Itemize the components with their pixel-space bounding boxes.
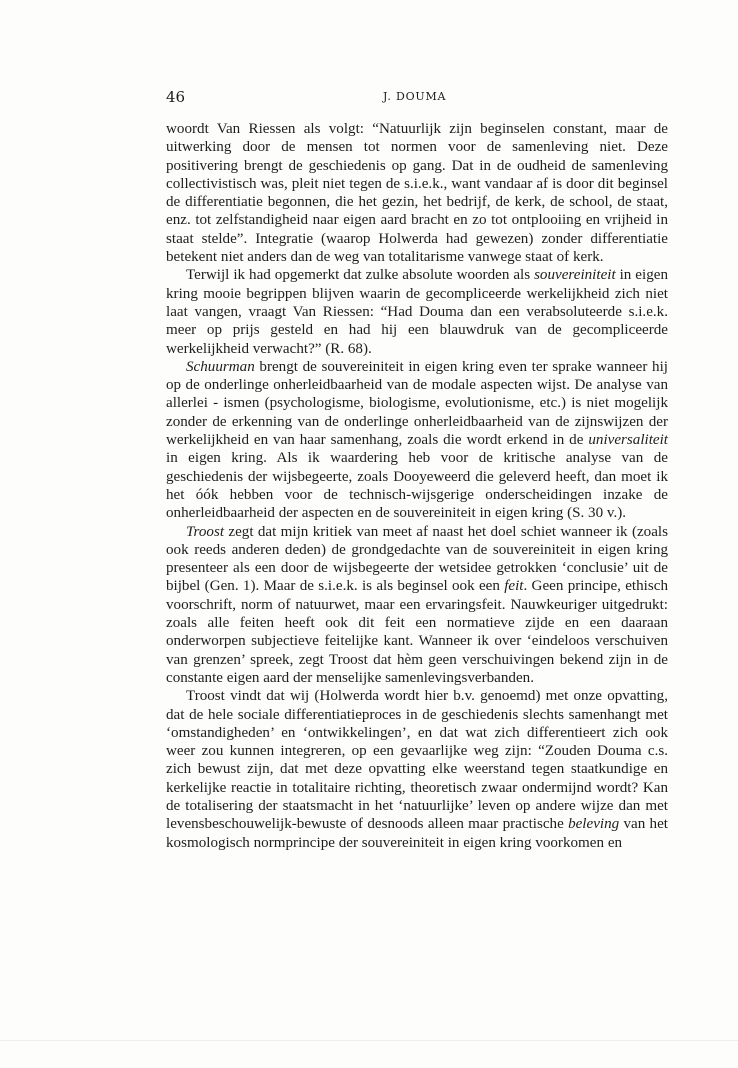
- italic-text: souvereiniteit: [534, 267, 616, 284]
- text-run: . Geen principe, ethisch voorschrift, norm of natuurwet, maar een ervaringsfeit. Nauwkeuriger uitgedrukt: zoals alle feiten heeft ook dit feit een normatieve zijde en een daaraan onderworpen subjectieve feitelijke kant. Wanneer ik over ‘eindeloos verschuiven van grenzen’ spreek, zegt Troost dat hèm geen verschuivingen bekend zijn in de constante eigen aard der menselijke samenlevingsverbanden.: [166, 578, 668, 686]
- paragraph: [166, 358, 668, 523]
- paragraph: [166, 120, 668, 266]
- page-header: [166, 88, 668, 108]
- text-run: in eigen kring mooie begrippen blijven waarin de gecompliceerde werkelijkheid zich niet laat vangen, vraagt Van Riessen: “Had Douma dan een verabsoluteerde s.i.e.k. meer op prijs gesteld en had hij een blauwdruk van de gecompliceerde werkelijkheid verwacht?” (R. 68).: [166, 267, 668, 357]
- italic-text: universaliteit: [588, 432, 668, 449]
- italic-text: Schuurman: [186, 358, 255, 375]
- page-number: 46: [166, 88, 186, 106]
- italic-text: Troost: [186, 523, 225, 540]
- paragraph: [166, 687, 668, 852]
- paragraph: [166, 266, 668, 357]
- running-head: J. DOUMA: [383, 90, 447, 103]
- body-text: [166, 120, 668, 852]
- paragraph: [166, 523, 668, 688]
- page-bottom-edge: [0, 1040, 738, 1041]
- text-run: van het kosmologisch normprincipe der souvereiniteit in eigen kring voorkomen en: [166, 816, 668, 851]
- text-run: brengt de souvereiniteit in eigen kring even ter sprake wanneer hij op de onderlinge onherleidbaarheid van de modale aspecten wijst. De analyse van allerlei - ismen (psychologisme, biologisme, evolutionisme, etc.) is niet mogelijk zonder de erkenning van de onderlinge onherleidbaarheid van de zijnswijzen der werkelijkheid en van haar samenhang, zoals die wordt erkend in de: [166, 358, 668, 449]
- text-run: zegt dat mijn kritiek van meet af naast het doel schiet wanneer ik (zoals ook reeds anderen deden) de grondgedachte van de souvereiniteit in eigen kring presenteer als een door de wijsbegeerte der wetsidee getrokken ‘conclusie’ uit de bijbel (Gen. 1). Maar de s.i.e.k. is als beginsel ook een: [166, 523, 668, 595]
- text-run: Troost vindt dat wij (Holwerda wordt hier b.v. genoemd) met onze opvatting, dat de hele sociale differentiatieproces in de geschiedenis slechts samenhangt met ‘omstandigheden’ en ‘ontwikkelingen’, en dat wat zich differentieert zich ook weer zou kunnen integreren, op een gevaarlijke weg zijn: “Zouden Douma c.s. zich bewust zijn, dat met deze opvatting elke weerstand tegen staatkundige en kerkelijke reactie in totalitaire richting, theoretisch zwaar ondermijnd wordt? Kan de totalisering der staatsmacht in het ‘natuurlijke’ leven op andere wijze dan met levensbeschouwelijk-bewuste of desnoods alleen maar practische: [166, 688, 668, 833]
- italic-text: beleving: [568, 816, 620, 833]
- italic-text: feit: [504, 578, 524, 595]
- text-run: in eigen kring. Als ik waardering heb voor de kritische analyse van de geschiedenis der wijsbegeerte, zoals Dooyeweerd die geleverd heeft, dan moet ik het óók hebben voor de technisch-wijsgerige onderscheidingen inzake de onherleidbaarheid der aspecten en de souvereiniteit in eigen kring (S. 30 v.).: [166, 450, 668, 522]
- text-run: woordt Van Riessen als volgt: “Natuurlijk zijn beginselen constant, maar de uitwerking door de mensen tot normen voor de samenleving niet. Deze positivering brengt de geschiedenis op gang. Dat in de oudheid de samenleving collectivistisch was, pleit niet tegen de s.i.e.k., want vandaar af is door dit beginsel de differentiatie begonnen, die het gezin, het bedrijf, de kerk, de school, de staat, enz. tot zelfstandigheid naar eigen aard bracht en zo tot ontplooiing en vrijheid in staat stelde”. Integratie (waarop Holwerda had gewezen) zonder differentiatie betekent niet anders dan de weg van totalitarisme vanwege staat of kerk.: [166, 121, 668, 266]
- text-run: Terwijl ik had opgemerkt dat zulke absolute woorden als: [186, 267, 535, 284]
